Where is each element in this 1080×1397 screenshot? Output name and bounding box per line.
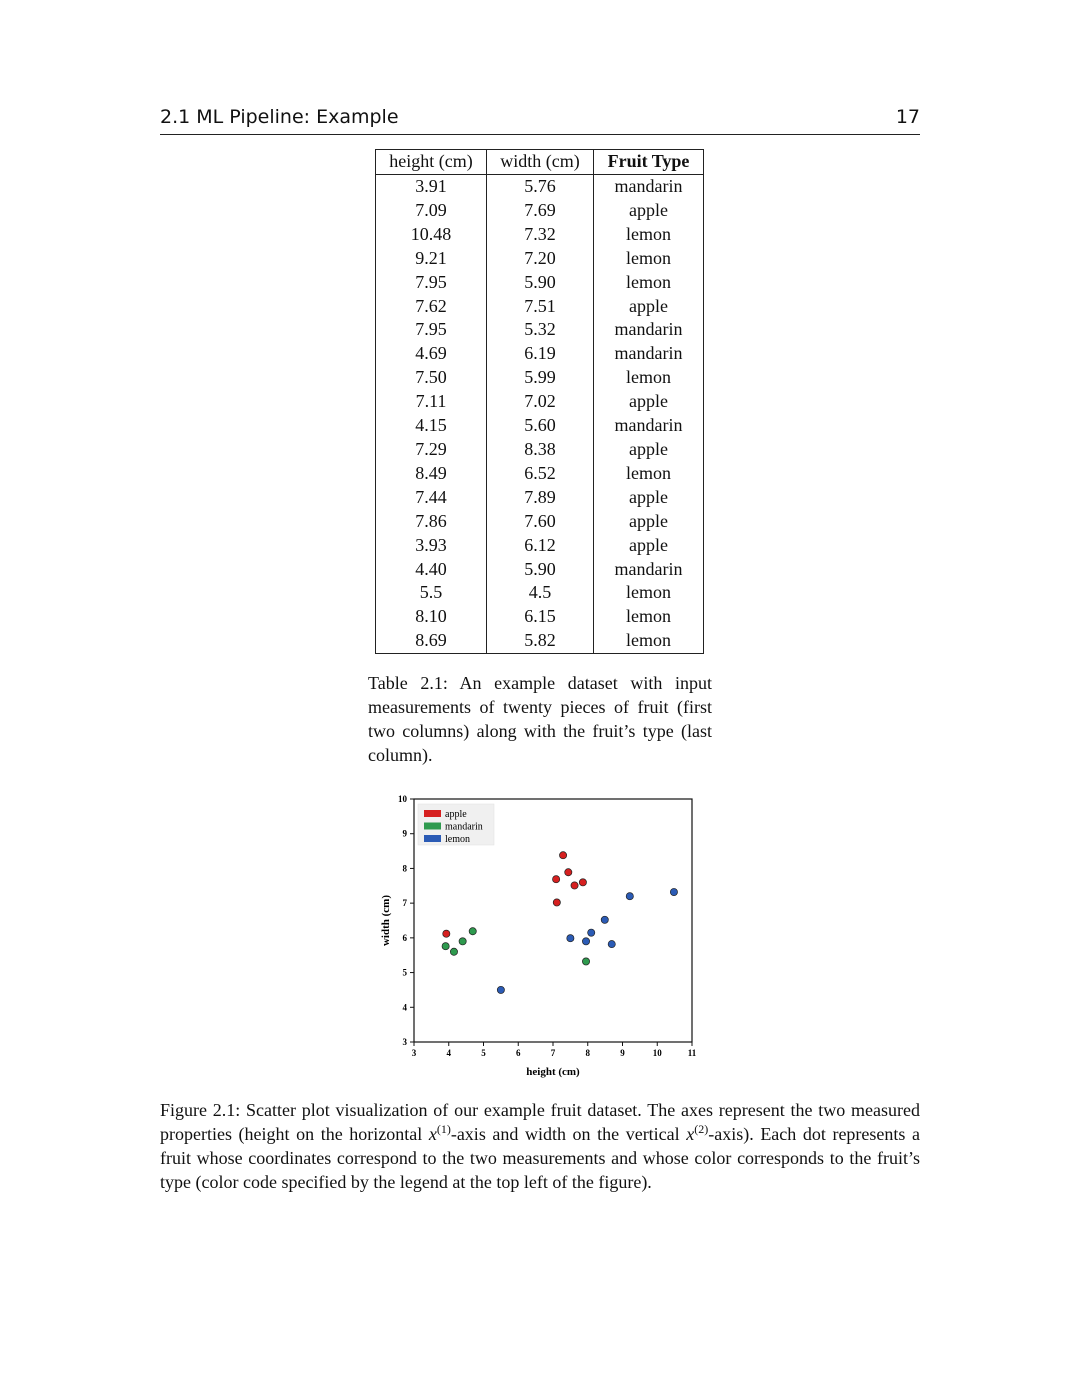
table-row [376,438,704,462]
cell-width: 5.99 [487,366,594,390]
cell-width: 5.60 [487,414,594,438]
table-row [376,223,704,247]
cell-height: 7.44 [376,486,487,510]
cell-width: 7.20 [487,247,594,271]
cell-width: 5.90 [487,558,594,582]
cell-width: 7.69 [487,199,594,223]
y-tick-label: 10 [398,794,407,804]
cell-fruit-type: mandarin [594,175,704,199]
cell-width: 7.89 [487,486,594,510]
cell-width: 6.19 [487,342,594,366]
data-point-apple [565,869,572,876]
cell-height: 4.69 [376,342,487,366]
data-point-mandarin [582,958,589,965]
table-row [376,295,704,319]
running-header [160,106,920,135]
table-row [376,390,704,414]
data-point-mandarin [442,943,449,950]
x-tick-label: 9 [620,1048,625,1058]
x-tick-label: 4 [446,1048,451,1058]
cell-height: 3.91 [376,175,487,199]
figure-caption-part-3: -axis). Each dot represents a fruit whose coordinates correspond to the two measurements and whose color corresponds to the fruit’s type (color code specified by the legend at the top left of the figure). [160,1124,920,1192]
cell-fruit-type: lemon [594,629,704,653]
superscript-1: (1) [436,1122,451,1136]
cell-height: 8.49 [376,462,487,486]
cell-fruit-type: apple [594,510,704,534]
data-point-lemon [497,986,504,993]
cell-height: 7.11 [376,390,487,414]
table-row [376,605,704,629]
cell-height: 7.95 [376,271,487,295]
table-row [376,558,704,582]
x-var-2: x [686,1124,695,1144]
table-row [376,318,704,342]
cell-height: 8.10 [376,605,487,629]
cell-height: 7.86 [376,510,487,534]
cell-fruit-type: lemon [594,581,704,605]
y-axis-label: width (cm) [380,894,392,947]
cell-height: 4.40 [376,558,487,582]
data-point-mandarin [459,938,466,945]
data-point-lemon [601,916,608,923]
cell-width: 5.76 [487,175,594,199]
table-row [376,247,704,271]
cell-fruit-type: lemon [594,605,704,629]
figure-caption [160,1098,920,1194]
table-row [376,486,704,510]
y-tick-label: 4 [402,1002,407,1013]
cell-width: 5.90 [487,271,594,295]
figure-caption-part-2: -axis and width on the vertical [450,1124,687,1144]
cell-fruit-type: mandarin [594,318,704,342]
cell-fruit-type: lemon [594,247,704,271]
table-body [376,175,704,654]
data-point-apple [579,879,586,886]
x-tick-label: 6 [516,1048,521,1058]
legend-label-apple: apple [445,809,467,820]
x-tick-label: 3 [411,1048,417,1058]
x-var-1: x [428,1124,437,1144]
data-point-lemon [567,935,574,942]
table-row [376,581,704,605]
table-row [376,271,704,295]
legend-swatch-mandarin [424,823,441,830]
cell-fruit-type: apple [594,390,704,414]
table-row [376,199,704,223]
superscript-2: (2) [694,1122,709,1136]
cell-width: 4.5 [487,581,594,605]
table-row [376,342,704,366]
legend-swatch-apple [424,810,441,817]
y-tick-label: 3 [402,1037,407,1047]
cell-width: 5.32 [487,318,594,342]
cell-height: 7.62 [376,295,487,319]
data-point-apple [571,882,578,889]
cell-fruit-type: apple [594,295,704,319]
y-tick-label: 8 [402,863,407,874]
cell-width: 7.32 [487,223,594,247]
table-row [376,534,704,558]
fruit-data-table [375,149,704,654]
table-row [376,510,704,534]
cell-height: 3.93 [376,534,487,558]
cell-width: 6.15 [487,605,594,629]
legend-label-lemon: lemon [445,834,470,845]
table-row [376,629,704,653]
column-header-fruit-type: Fruit Type [594,150,704,175]
cell-fruit-type: lemon [594,223,704,247]
cell-width: 7.51 [487,295,594,319]
x-tick-label: 5 [481,1048,486,1058]
cell-fruit-type: lemon [594,366,704,390]
cell-fruit-type: apple [594,486,704,510]
data-point-lemon [582,938,589,945]
cell-height: 7.09 [376,199,487,223]
cell-width: 7.60 [487,510,594,534]
data-point-mandarin [469,928,476,935]
cell-height: 7.29 [376,438,487,462]
table-row [376,175,704,199]
data-point-lemon [670,888,677,895]
cell-width: 6.12 [487,534,594,558]
cell-height: 8.69 [376,629,487,653]
data-point-apple [443,930,450,937]
cell-fruit-type: mandarin [594,414,704,438]
x-tick-label: 10 [652,1048,662,1058]
cell-fruit-type: apple [594,438,704,462]
cell-fruit-type: apple [594,534,704,558]
cell-fruit-type: mandarin [594,558,704,582]
x-tick-label: 8 [585,1048,590,1058]
table-row [376,414,704,438]
y-tick-label: 6 [402,932,407,943]
cell-width: 6.52 [487,462,594,486]
data-point-apple [559,852,566,859]
data-point-apple [553,876,560,883]
cell-fruit-type: lemon [594,271,704,295]
table-header-row [376,150,704,175]
x-axis-label: height (cm) [526,1066,580,1078]
cell-width: 8.38 [487,438,594,462]
column-header-width: width (cm) [487,150,594,175]
cell-height: 9.21 [376,247,487,271]
page-number: 17 [895,106,920,128]
cell-height: 7.50 [376,366,487,390]
scatter-plot [360,788,710,1083]
data-point-lemon [588,929,595,936]
data-point-mandarin [450,948,457,955]
cell-fruit-type: apple [594,199,704,223]
cell-width: 5.82 [487,629,594,653]
cell-height: 5.5 [376,581,487,605]
cell-width: 7.02 [487,390,594,414]
cell-height: 4.15 [376,414,487,438]
table-row [376,366,704,390]
x-tick-label: 11 [687,1048,697,1058]
cell-fruit-type: mandarin [594,342,704,366]
x-tick-label: 7 [550,1048,556,1058]
table-caption: Table 2.1: An example dataset with input measurements of twenty pieces of fruit (first two columns) along with the fruit’s type (last column). [368,673,712,765]
y-tick-label: 5 [402,967,407,978]
column-header-height: height (cm) [376,150,487,175]
legend-swatch-lemon [424,835,441,842]
data-point-lemon [608,941,615,948]
cell-height: 10.48 [376,223,487,247]
data-point-lemon [626,893,633,900]
data-point-apple [553,899,560,906]
figure-caption-part-1: Figure 2.1: Scatter plot visualization of our example fruit dataset. The axes represent the two measured properties (height on the horizontal [160,1100,920,1144]
y-tick-label: 9 [402,828,407,839]
legend-label-mandarin: mandarin [445,821,483,833]
section-title: 2.1 ML Pipeline: Example [160,106,399,128]
table-row [376,462,704,486]
cell-fruit-type: lemon [594,462,704,486]
y-tick-label: 7 [402,898,407,909]
cell-height: 7.95 [376,318,487,342]
